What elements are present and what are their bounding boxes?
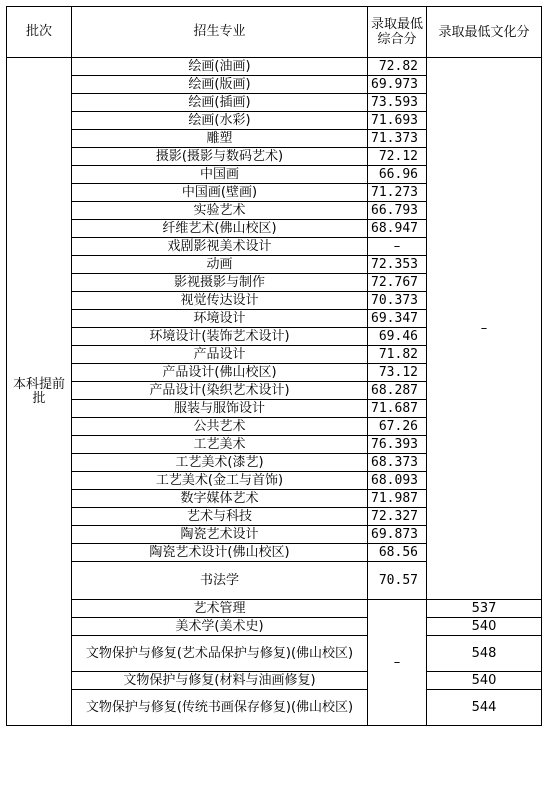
major-cell: 艺术与科技 [72, 508, 368, 526]
composite-score-cell: 71.373 [368, 130, 427, 148]
composite-score-cell: 66.793 [368, 202, 427, 220]
major-cell: 产品设计(佛山校区) [72, 364, 368, 382]
major-cell: 艺术管理 [72, 600, 368, 618]
culture-score-cell: 544 [427, 690, 542, 726]
composite-score-cell: – [368, 238, 427, 256]
header-culture-score: 录取最低文化分 [427, 7, 542, 58]
composite-score-merged-cell: – [368, 600, 427, 726]
composite-score-cell: 70.57 [368, 562, 427, 600]
table-row [7, 690, 542, 726]
composite-score-cell: 69.46 [368, 328, 427, 346]
batch-cell [7, 58, 72, 726]
composite-score-cell: 72.767 [368, 274, 427, 292]
major-cell: 文物保护与修复(传统书画保存修复)(佛山校区) [72, 690, 368, 726]
major-cell: 中国画 [72, 166, 368, 184]
major-cell: 影视摄影与制作 [72, 274, 368, 292]
major-cell: 绘画(油画) [72, 58, 368, 76]
composite-score-cell: 68.947 [368, 220, 427, 238]
composite-score-cell: 68.287 [368, 382, 427, 400]
major-cell: 中国画(壁画) [72, 184, 368, 202]
major-cell: 产品设计(染织艺术设计) [72, 382, 368, 400]
major-cell: 工艺美术(金工与首饰) [72, 472, 368, 490]
composite-score-cell: 72.12 [368, 148, 427, 166]
table-row [7, 618, 542, 636]
major-cell: 书法学 [72, 562, 368, 600]
composite-score-cell: 69.973 [368, 76, 427, 94]
culture-score-cell: 537 [427, 600, 542, 618]
major-cell: 雕塑 [72, 130, 368, 148]
table-row [7, 600, 542, 618]
major-cell: 绘画(版画) [72, 76, 368, 94]
major-cell: 视觉传达设计 [72, 292, 368, 310]
major-cell: 摄影(摄影与数码艺术) [72, 148, 368, 166]
major-cell: 公共艺术 [72, 418, 368, 436]
composite-score-cell: 68.373 [368, 454, 427, 472]
major-cell: 文物保护与修复(材料与油画修复) [72, 672, 368, 690]
composite-score-cell: 71.693 [368, 112, 427, 130]
table-row [7, 58, 542, 76]
header-composite-score: 录取最低综合分 [368, 7, 427, 58]
major-cell: 陶瓷艺术设计(佛山校区) [72, 544, 368, 562]
major-cell: 纤维艺术(佛山校区) [72, 220, 368, 238]
composite-score-cell: 72.327 [368, 508, 427, 526]
composite-score-cell: 72.353 [368, 256, 427, 274]
table-row [7, 636, 542, 672]
culture-score-cell: 540 [427, 672, 542, 690]
composite-score-cell: 71.687 [368, 400, 427, 418]
culture-score-cell: 548 [427, 636, 542, 672]
composite-score-cell: 71.273 [368, 184, 427, 202]
composite-score-cell: 66.96 [368, 166, 427, 184]
major-cell: 服装与服饰设计 [72, 400, 368, 418]
composite-score-cell: 68.093 [368, 472, 427, 490]
table-header-row [7, 7, 542, 58]
major-cell: 实验艺术 [72, 202, 368, 220]
composite-score-cell: 73.12 [368, 364, 427, 382]
composite-score-cell: 67.26 [368, 418, 427, 436]
major-cell: 环境设计 [72, 310, 368, 328]
header-major: 招生专业 [72, 7, 368, 58]
composite-score-cell: 73.593 [368, 94, 427, 112]
major-cell: 动画 [72, 256, 368, 274]
composite-score-cell: 71.987 [368, 490, 427, 508]
composite-score-cell: 70.373 [368, 292, 427, 310]
composite-score-cell: 71.82 [368, 346, 427, 364]
major-cell: 绘画(插画) [72, 94, 368, 112]
composite-score-cell: 68.56 [368, 544, 427, 562]
major-cell: 工艺美术 [72, 436, 368, 454]
major-cell: 工艺美术(漆艺) [72, 454, 368, 472]
major-cell: 陶瓷艺术设计 [72, 526, 368, 544]
composite-score-cell: 69.347 [368, 310, 427, 328]
major-cell: 数字媒体艺术 [72, 490, 368, 508]
major-cell: 产品设计 [72, 346, 368, 364]
composite-score-cell: 72.82 [368, 58, 427, 76]
major-cell: 绘画(水彩) [72, 112, 368, 130]
major-cell: 戏剧影视美术设计 [72, 238, 368, 256]
batch-label: 本科提前批 [13, 376, 66, 406]
header-batch: 批次 [7, 7, 72, 58]
culture-score-cell: 540 [427, 618, 542, 636]
major-cell: 文物保护与修复(艺术品保护与修复)(佛山校区) [72, 636, 368, 672]
major-cell: 美术学(美术史) [72, 618, 368, 636]
composite-score-cell: 69.873 [368, 526, 427, 544]
table-row [7, 672, 542, 690]
admission-score-table [6, 6, 542, 726]
major-cell: 环境设计(装饰艺术设计) [72, 328, 368, 346]
composite-score-cell: 76.393 [368, 436, 427, 454]
culture-score-merged-cell: – [427, 58, 542, 600]
